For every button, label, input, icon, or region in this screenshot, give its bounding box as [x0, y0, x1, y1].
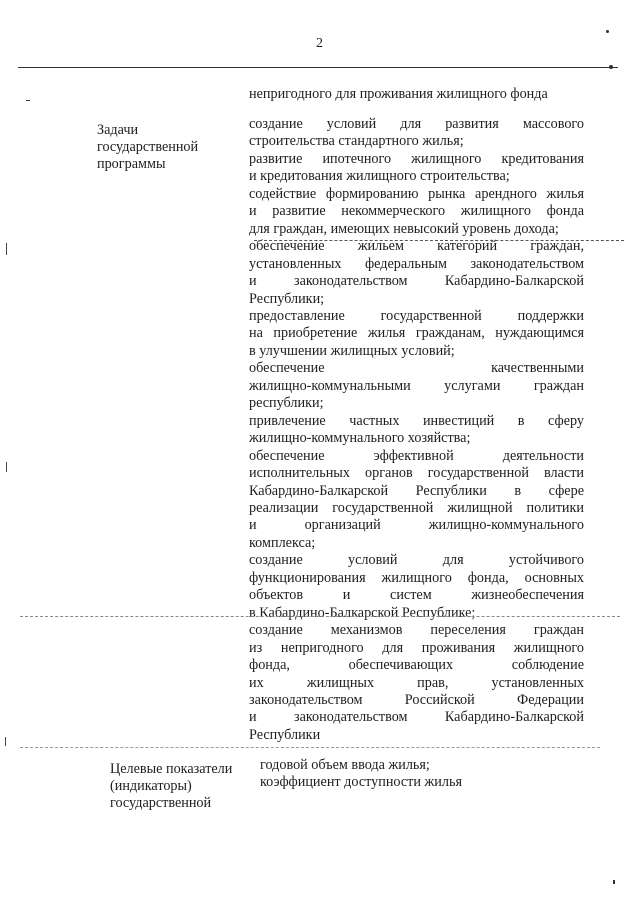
text-line: из непригодного для проживания жилищного	[249, 639, 584, 656]
header-rule	[18, 67, 618, 68]
scan-rule	[20, 616, 620, 617]
text-line: и законодательством Кабардино-Балкарской	[249, 709, 584, 726]
text-line: объектов и систем жизнеобеспечения	[249, 587, 584, 604]
margin-mark	[5, 737, 6, 746]
top-continuation: непригодного для проживания жилищного фонда	[249, 86, 548, 102]
indicators-label-line: (индикаторы)	[110, 778, 192, 794]
indicators-label	[110, 761, 232, 812]
text-line: развитие ипотечного жилищного кредитования	[249, 150, 584, 167]
text-line: жилищно-коммунального хозяйства;	[249, 430, 471, 447]
text-line: годовой объем ввода жилья;	[260, 757, 430, 773]
indicators-label-line: Целевые показатели	[110, 761, 233, 777]
scan-mark	[606, 30, 609, 33]
page-number: 2	[316, 36, 323, 51]
text-line: создание условий для устойчивого	[249, 552, 584, 569]
text-line: реализации государственной жилищной политики	[249, 499, 584, 516]
text-line: и развитие некоммерческого жилищного фонда	[249, 203, 584, 220]
indicators-text	[260, 757, 595, 792]
scan-rule	[20, 747, 600, 748]
text-line: жилищно-коммунальными услугами граждан	[249, 377, 584, 394]
text-line: коэффициент доступности жилья	[260, 774, 462, 791]
text-line: обеспечение качественными	[249, 360, 584, 377]
text-line: исполнительных органов государственной власти	[249, 465, 584, 482]
text-line: Кабардино-Балкарской Республики в сфере	[249, 482, 584, 499]
scan-rule	[254, 240, 624, 241]
text-line: содействие формированию рынка арендного жилья	[249, 185, 584, 202]
text-line: их жилищных прав, установленных	[249, 674, 584, 691]
text-line: обеспечение эффективной деятельности	[249, 447, 584, 464]
tasks-label-line: Задачи	[97, 122, 139, 138]
text-line: предоставление государственной поддержки	[249, 307, 584, 324]
text-line: комплекса;	[249, 534, 316, 551]
text-line: для граждан, имеющих невысокий уровень дохода;	[249, 220, 559, 237]
text-line: в Кабардино-Балкарской Республике;	[249, 604, 476, 621]
text-line: Республики;	[249, 290, 325, 307]
text-line: установленных федеральным законодательством	[249, 255, 584, 272]
text-line: и организаций жилищно-коммунального	[249, 517, 584, 534]
text-line: создание механизмов переселения граждан	[249, 622, 584, 639]
text-line: законодательством Российской Федерации	[249, 691, 584, 708]
text-line: в улучшении жилищных условий;	[249, 342, 455, 359]
text-line: функционирования жилищного фонда, основных	[249, 569, 584, 586]
tasks-label-line: программы	[97, 156, 166, 172]
indicators-label-line: государственной	[110, 795, 212, 811]
text-line: строительства стандартного жилья;	[249, 133, 464, 150]
tasks-label-line: государственной	[97, 139, 199, 155]
text-line: привлечение частных инвестиций в сферу	[249, 412, 584, 429]
tasks-text	[249, 116, 584, 744]
margin-mark	[6, 243, 7, 255]
text-line: и кредитования жилищного строительства;	[249, 168, 510, 185]
text-line: на приобретение жилья гражданам, нуждающимся	[249, 325, 584, 342]
scan-mark	[26, 100, 30, 101]
text-line: обеспечение жильем категорий граждан,	[249, 238, 584, 255]
text-line: создание условий для развития массового	[249, 116, 584, 132]
text-line: республики;	[249, 395, 324, 412]
scan-mark	[613, 880, 615, 884]
text-line: фонда, обеспечивающих соблюдение	[249, 657, 584, 674]
scan-mark	[609, 65, 613, 69]
margin-mark	[6, 462, 7, 472]
text-line: и законодательством Кабардино-Балкарской	[249, 273, 584, 290]
tasks-label	[97, 122, 198, 173]
text-line: Республики	[249, 726, 321, 743]
